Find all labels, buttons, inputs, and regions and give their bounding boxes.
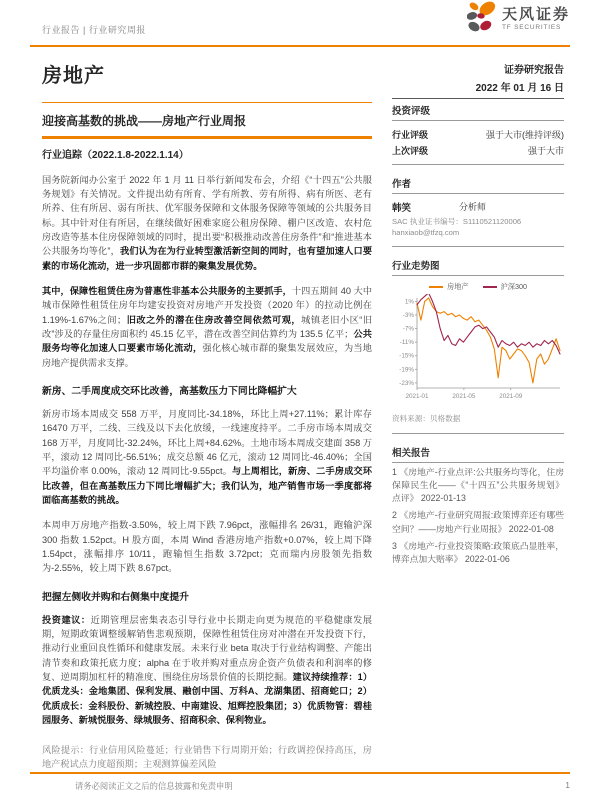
section-heading-strategy: 把握左侧收并购和右侧集中度提升 <box>42 591 189 603</box>
author-section <box>392 172 564 247</box>
svg-text:2021-01: 2021-01 <box>405 392 429 400</box>
page-footer <box>30 772 570 792</box>
paragraph-policy-briefing: 国务院新闻办公室于 2022 年 1 月 11 日举行新闻发布会，介绍《“十四五”公共服务规划》有关情况。文件提出幼有所育、学有所教、劳有所得、病有所医、老有所养、住有所居、弱有所扶、优军服务保障和文体服务保障等领域的公共服务目标。其中针对住有所居，在继续做好困难家庭公租房保障、棚户区改造、农村危房改造等基本住房保障领域的同时，提出要“积极推动改善住房条件”和“推进基本公共服务均等化”，我们认为在为行业转型激活新空间的同时，也有望加速人口要素的市场化流动，进一步巩固都市群的聚集发展优势。 <box>42 174 373 271</box>
tracking-period: 行业追踪（2022.1.8-2022.1.14） <box>42 149 189 161</box>
industry-rating-label: 行业评级 <box>392 129 429 140</box>
svg-text:1%: 1% <box>404 298 414 306</box>
chart-source: 资料来源：贝格数据 <box>392 413 461 423</box>
section-heading-transactions: 新房、二手周度成交环比改善，高基数压力下同比降幅扩大 <box>42 385 297 397</box>
author-name: 韩笑 <box>392 203 412 214</box>
legend-swatch <box>483 286 497 288</box>
paragraph-market-data: 新房市场本周成交 558 万平，月度同比-34.18%，环比上周+27.11%；累计库存 16470 万平，二线、三线及以下去化放缓，一线速度持平。二手房市场本周成交 168 万平，月度同比-32.24%，环比上周+84.62%。土地市场本周成交建面 358 万平，滚动 12 周同比-56.51%；成交总额 46 亿元，滚动 12 周同比-46.40%；全国平均溢价率 0.00%，滚动 12 周同比-9.55pct。与上周相比，新房、二手房成交环比改善，但在高基数压力下同比增幅扩大；我们认为，地产销售市场一季度都将面临高基数的挑战。 <box>42 408 373 506</box>
report-date: 2022 年 01 月 16 日 <box>392 76 564 99</box>
industry-title: 房地产 <box>42 65 105 87</box>
related-report-item: 1 《房地产-行业点评:公共服务均等化，住房保障民生化——《“十四五”公共服务规划》点评》 2022-01-13 <box>392 466 564 504</box>
previous-rating-label: 上次评级 <box>392 146 429 156</box>
svg-text:-19%: -19% <box>399 366 414 374</box>
legend-swatch <box>429 286 443 288</box>
tf-securities-logo <box>467 1 570 33</box>
title-divider-thick <box>42 136 372 139</box>
svg-text:-7%: -7% <box>402 325 414 333</box>
page-header <box>0 0 600 45</box>
trend-chart-title: 行业走势图 <box>392 254 564 276</box>
trend-chart <box>392 294 564 404</box>
rating-section-title: 投资评级 <box>392 99 564 121</box>
logo-petals-icon <box>467 1 497 33</box>
paragraph-rental-housing: 其中，保障性租赁住房为普惠性非基本公共服务的主要抓手，十四五期间 40 大中城市保障性租赁住房年均建安投资对房地产开发投资（2020 年）的拉动比例在 1.19%-1.67%之间；旧改之外的潜在住房改善空间依然可观，城镇老旧小区“旧改”涉及的存量住房面积约 45.15 亿平，潜在改善空间估算约为 135.5 亿平；公共服务均等化加速人口要素市场化流动，强化核心城市群的聚集发展效应，为当地房地产提供需求支撑。 <box>42 285 373 368</box>
related-reports-section <box>392 441 564 577</box>
related-report-item: 2 《房地产-行业研究周报:政策博弈还有哪些空间？——房地产行业周报》 2022-01-08 <box>392 510 564 534</box>
author-sac-number: SAC 执业证书编号：S1110521120006 <box>392 217 522 226</box>
report-sidebar <box>392 55 564 772</box>
trend-chart-legend <box>392 282 564 292</box>
svg-text:-11%: -11% <box>399 338 414 346</box>
previous-rating-value: 强于大市 <box>527 146 564 156</box>
footer-disclaimer: 请务必阅读正文之后的信息披露和免责申明 <box>75 781 233 791</box>
breadcrumb: 行业报告 | 行业研究周报 <box>42 25 146 35</box>
related-reports-list <box>392 466 564 566</box>
legend-item-沪深300: 沪深300 <box>483 282 527 292</box>
page-number: 1 <box>565 780 570 790</box>
previous-rating-row <box>392 141 564 158</box>
risk-warning: 风险提示：行业信用风险蔓延；行业销售下行周期开始；行政调控保持高压，房地产税试点力度超预期；主观测算偏差风险 <box>42 744 372 770</box>
logo-text-en: TF SECURITIES <box>501 23 562 31</box>
paragraph-index-performance: 本周申万房地产指数-3.50%，较上周下跌 7.96pct，涨幅排名 26/31，跑输沪深 300 指数 1.52pct。H 股方面，本周 Wind 香港房地产指数+0.07%，较上周下降 1.54pct，涨幅排序 10/11，跑输恒生指数 3.72pct；克而瑞内房股领先指数为-2.55%，较上周下跌 8.67pct。 <box>42 520 372 574</box>
author-row <box>392 197 564 216</box>
svg-text:-15%: -15% <box>399 352 414 360</box>
trend-chart-section <box>392 254 564 434</box>
legend-item-房地产: 房地产 <box>429 282 469 292</box>
related-reports-title: 相关报告 <box>392 441 564 463</box>
author-section-title: 作者 <box>392 172 564 194</box>
title-divider-thin <box>42 102 372 103</box>
rating-section <box>392 99 564 165</box>
industry-rating-row <box>392 124 564 141</box>
svg-text:-23%: -23% <box>399 379 414 387</box>
svg-text:2021-05: 2021-05 <box>452 392 476 400</box>
report-title: 迎接高基数的挑战——房地产行业周报 <box>42 114 247 128</box>
svg-text:2021-09: 2021-09 <box>499 392 523 400</box>
report-type-label: 证券研究报告 <box>504 65 564 76</box>
footer-divider <box>30 772 570 774</box>
industry-rating-value: 强于大市(维持评级) <box>486 129 564 140</box>
paragraph-investment-advice: 投资建议：近期管理层密集表态引导行业中长期走向更为规范的平稳健康发展期，短期政策调整缓解销售悲观预期，保障性租赁住房对冲潜在开发投资下行，推动行业重回良性循环和健康发展。未来行业 beta 取决于行业结构调整、产能出清节奏和政策托底力度；alpha 在于收并购对重点房企资产负债表和利润率的修复、逆周期加杠杆的精准度、围绕住房场景价值的长期挖掘。建议持续推荐：1）优质龙头：金地集团、保利发展、融创中国、万科A、龙湖集团、招商蛇口；2）优质成长：金科股份、新城控股、中南建设、旭辉控股集团；3）优质物管：碧桂园服务、新城悦服务、绿城服务、招商积余、保利物业。 <box>42 614 373 726</box>
svg-text:-3%: -3% <box>402 311 414 319</box>
report-body <box>42 55 372 772</box>
logo-text-cn: 天风证券 <box>501 6 570 23</box>
related-report-item: 3 《房地产-行业投资策略:政策底凸显胜率，博弈点加大赔率》 2022-01-06 <box>392 540 564 564</box>
author-email: hanxiaob@tfzq.com <box>392 228 460 238</box>
author-title: 分析师 <box>459 202 487 212</box>
